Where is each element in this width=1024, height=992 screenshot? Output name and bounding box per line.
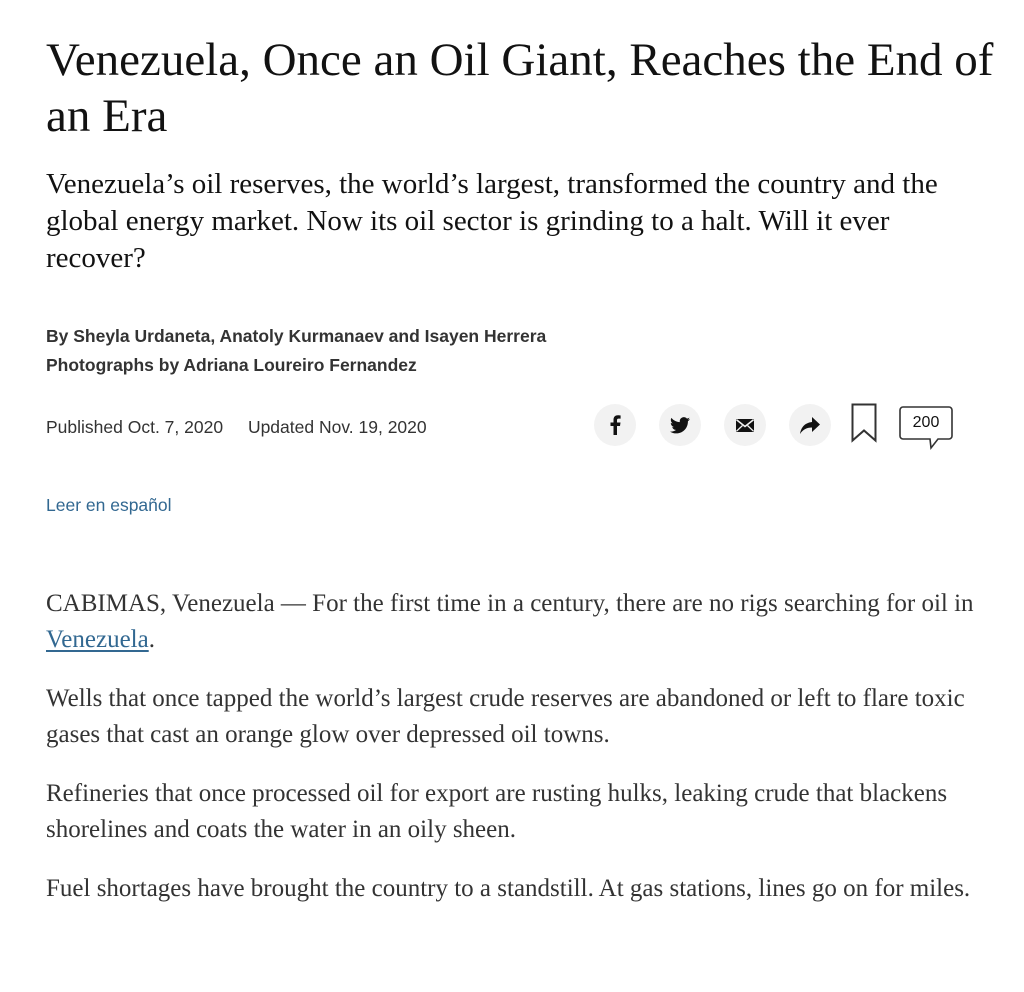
paragraph: Wells that once tapped the world’s largest crude reserves are abandoned or left to flare toxic gases that cast an orange glow over depressed oil towns.: [46, 685, 965, 748]
comment-count: 200: [912, 414, 940, 431]
byline-block: [46, 322, 746, 380]
share-arrow-icon: [800, 417, 820, 434]
published-date: Published Oct. 7, 2020: [46, 417, 224, 437]
twitter-icon: [670, 417, 690, 434]
twitter-share-button[interactable]: [659, 404, 701, 446]
facebook-share-button[interactable]: [594, 404, 636, 446]
updated-date: Updated Nov. 19, 2020: [247, 417, 427, 437]
comments-button[interactable]: [900, 405, 952, 445]
paragraph-text: .: [148, 626, 155, 653]
save-bookmark-button[interactable]: [851, 403, 877, 447]
paragraph-text: CABIMAS, Venezuela — For the first time in a century, there are no rigs searching for oil in: [46, 590, 974, 617]
article-summary: Venezuela’s oil reserves, the world’s largest, transformed the country and the global energy market. Now its oil sector is grinding to a halt. Will it ever recover?: [46, 168, 938, 274]
paragraph: Refineries that once processed oil for export are rusting hulks, leaking crude that blackens shorelines and coats the water in an oily sheen.: [46, 780, 948, 843]
paragraph: Fuel shortages have brought the country to a standstill. At gas stations, lines go on for miles.: [46, 875, 971, 902]
paragraph: [46, 586, 976, 658]
email-icon: [735, 418, 755, 433]
share-toolbar: [594, 402, 952, 448]
author-byline: By Sheyla Urdaneta, Anatoly Kurmanaev and Isayen Herrera: [46, 326, 547, 346]
more-share-button[interactable]: [789, 404, 831, 446]
article-body: [46, 586, 976, 930]
email-share-button[interactable]: [724, 404, 766, 446]
facebook-icon: [609, 415, 621, 435]
bookmark-icon: [851, 428, 877, 447]
spanish-version-link[interactable]: Leer en español: [46, 495, 172, 515]
article-headline: Venezuela, Once an Oil Giant, Reaches the End of an Era: [46, 34, 994, 142]
photo-credit: Photographs by Adriana Loureiro Fernandez: [46, 355, 417, 375]
venezuela-link[interactable]: Venezuela: [46, 626, 149, 653]
timestamp-block: [46, 414, 427, 440]
